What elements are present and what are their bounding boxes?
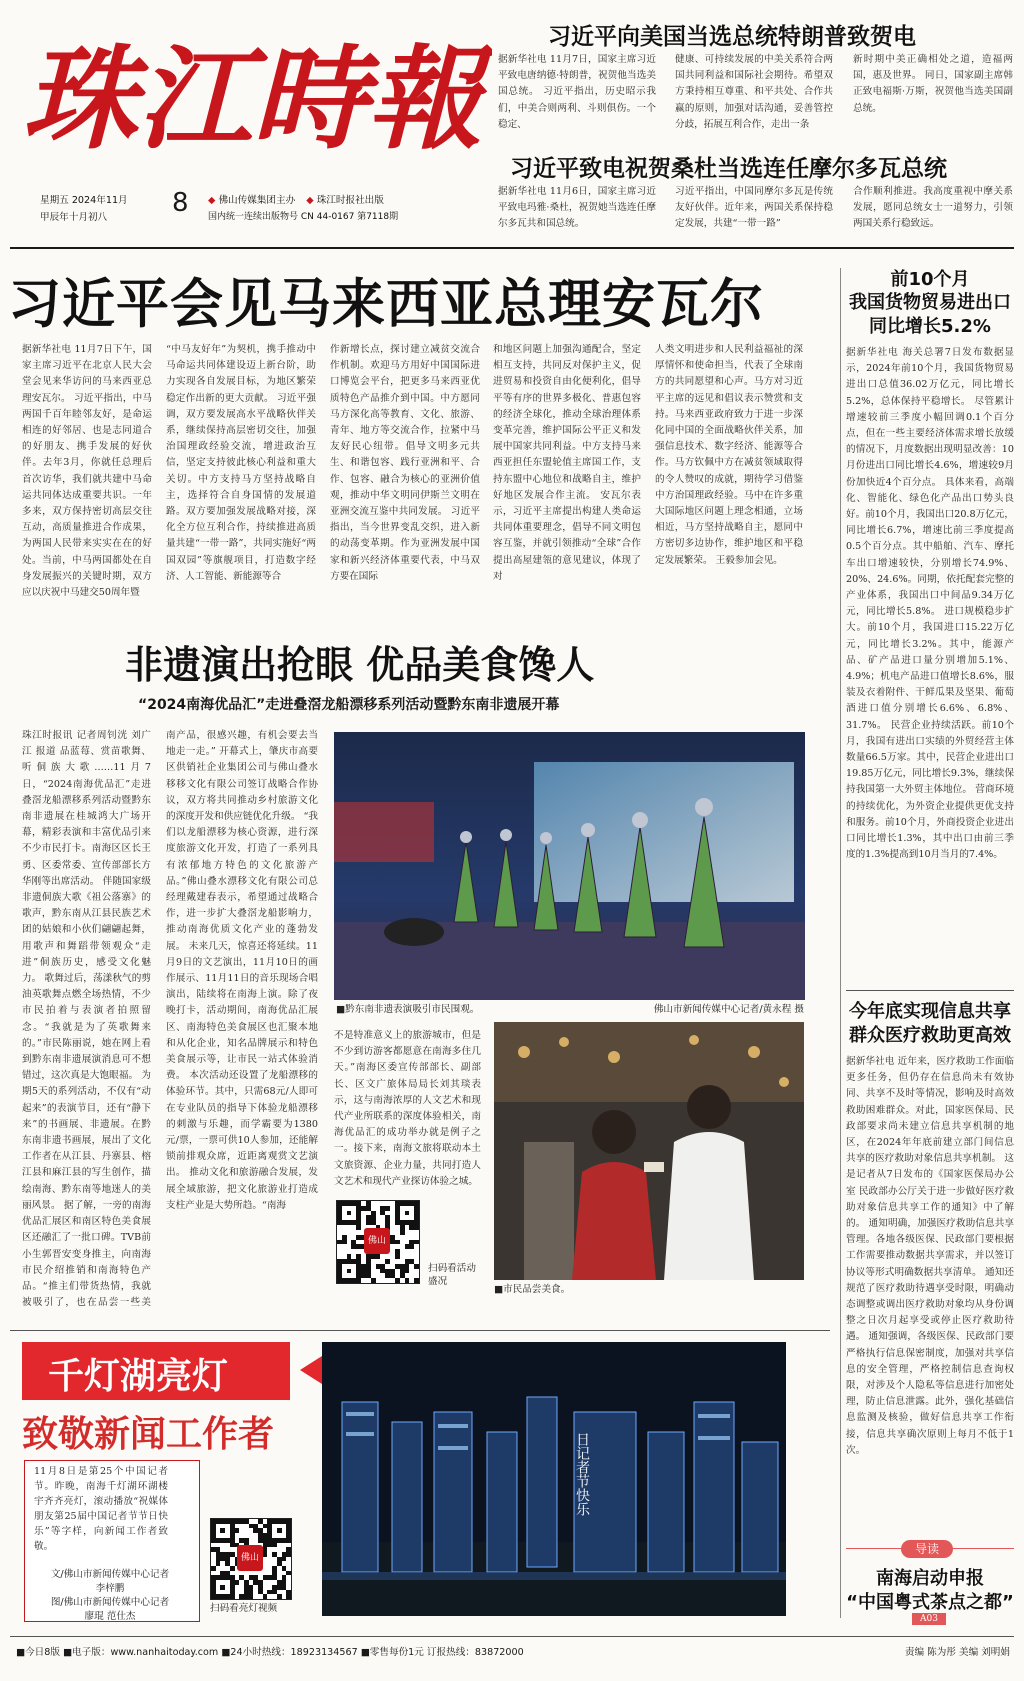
qr-module: [395, 1278, 400, 1283]
top-story1-col3: 新时期中美正确相处之道，造福两国，惠及世界。 同日，国家副主席韩正致电福斯·万斯，祝贺他当选美国副总统。: [853, 54, 1013, 114]
qr-module: [405, 1278, 410, 1283]
qr-module: [342, 1240, 347, 1245]
qr-module: [414, 1264, 419, 1269]
footer-left: ■今日8版 ■电子版：www.nanhaitoday.com ■24小时热线：18923134567 ■零售每份1元 订报热线：83872000: [16, 1647, 524, 1658]
culture-subheadline: “2024南海优品汇”走进叠滘龙船漂移系列活动暨黔东南非遗展开幕: [138, 697, 560, 713]
main-story-col2: “中马友好年”为契机，携手推动中马命运共同体建设迈上新台阶，助力实现各自发展目标，为地区繁荣稳定作出新的更大贡献。 习近平强调，双方要发展高水平战略伙伴关系，继续保持高层密切交往，加强治国理政经验交流，增进政治互信，坚定支持彼此核心利益和重大关切。中方支持马方坚持战略自主，选择符合自身国情的发展道路。双方要加强发展战略对接，深化全方位互利合作，持续推进高质量共建“一带一路”，共同实施好“两国双园”等旗舰项目，打造数字经济、人工智能、新能源等合: [166, 344, 316, 582]
photo1-caption: [336, 1003, 804, 1016]
qr-module: [286, 1571, 291, 1576]
qr-module: [272, 1543, 277, 1548]
guide-section[interactable]: [846, 1538, 1014, 1626]
sponsor2: 珠江时报社出版: [316, 195, 384, 206]
qr-module: [220, 1585, 225, 1590]
main-story-col4: 和地区问题上加强沟通配合，坚定相互支持，共同反对保护主义，促进贸易和投资自由化便利化，倡导平等有序的世界多极化、普惠包容的经济全球化，推动全球治理体系变革完善，维护国际公平正义和发展中国家共同利益。中方支持马来西亚担任东盟轮值主席国工作，支持东盟中心地位和战略自主，维护好地区发展合作主流。 安瓦尔表示，习近平主席提出构建人类命运共同体重要理念，倡导不同文明包容互鉴，并就引领推动“全球”合作提出高屋建瓴的意见建议，体现了对: [493, 344, 641, 582]
guide-label: 导读: [901, 1540, 953, 1558]
qr-module: [286, 1552, 291, 1557]
qr-module: [277, 1528, 282, 1533]
date-line: [40, 192, 190, 223]
feature-headline2: 致敬新闻工作者: [22, 1414, 275, 1455]
newspaper-logo: [22, 30, 492, 160]
feature-credits: [30, 1568, 190, 1624]
guide-title1: 南海启动申报: [876, 1568, 984, 1589]
qr-module: [376, 1254, 381, 1259]
guide-page: A03: [912, 1613, 946, 1625]
qr-module: [414, 1278, 419, 1283]
feature-credit2: 李梓鹏: [95, 1583, 125, 1594]
qr-module: [249, 1594, 254, 1599]
qr-module: [230, 1566, 235, 1571]
performance-photo-graphic: [334, 732, 805, 1000]
qr-module: [405, 1269, 410, 1274]
qr-module: [356, 1225, 361, 1230]
trade-headline3: 同比增长5.2%: [869, 316, 991, 337]
feature-credit4: 廖琨 范仕杰: [84, 1611, 136, 1622]
medical-headline1: 今年底实现信息共享: [849, 1001, 1011, 1022]
main-story-col3: 作新增长点，探讨建立减贫交流合作机制。欢迎马方用好中国国际进口博览会平台，把更多马来西亚优质特色产品推介到中国。中方愿同马方深化高等教育、文化、旅游、青年、地方等交流合作，拉紧中马友好民心纽带。倡导文明多元共生、和谐包容、践行亚洲和平、合作、包容、融合为核心的亚洲价值观，推动中华文明同伊斯兰文明在亚洲交流互鉴中共同发展。 习近平指出，当今世界变乱交织，进入新的动荡变革期。作为亚洲发展中国家和新兴经济体重要代表，中马双方要在国际: [330, 344, 480, 582]
qr-module: [371, 1278, 376, 1283]
building-led-text: 日记者节快乐: [574, 1432, 590, 1516]
qr-module: [263, 1594, 268, 1599]
qr-module: [286, 1594, 291, 1599]
food-photo: [494, 1022, 804, 1280]
issn: 国内统一连续出版物号 CN 44-0167 第7118期: [208, 212, 399, 222]
guide-title2: “中国粤式茶点之都”: [846, 1592, 1014, 1613]
sponsor1: 佛山传媒集团主办: [218, 195, 296, 206]
main-story-col5: 人类文明进步和人民利益福祉的深厚情怀和使命担当，代表了全球南方的共同愿望和心声。马方对习近平主席的远见和倡议表示赞赏和支持。马来西亚政府致力于进一步深化同中国的全面战略伙伴关系，加强信息技术、数字经济、能源等合作。马方钦佩中方在减贫领域取得的令人赞叹的成就，期待学习借鉴中方治国理政经验。马中在许多重大国际地区问题上理念相通，立场相近，马方坚持战略自主，愿同中方密切多边协作，维护地区和平稳定发展繁荣。 王毅参加会见。: [655, 344, 803, 566]
qr-module: [230, 1594, 235, 1599]
qr-module: [286, 1538, 291, 1543]
feature-qr-label: 扫码看亮灯视频: [210, 1603, 278, 1614]
trade-story: [846, 268, 1014, 969]
feature-credit1: 文/佛山市新闻传媒中心记者: [50, 1569, 170, 1580]
top-story1-col1: 据新华社电 11月7日，国家主席习近平致电唐纳德·特朗普，祝贺他当选美国总统。 习近平指出，历史昭示我们，中美合则两利、斗则俱伤。一个稳定、: [498, 54, 656, 130]
masthead: [0, 0, 1024, 240]
publisher-info: [208, 192, 448, 222]
qr-module: [263, 1552, 268, 1557]
qr-module: [347, 1211, 352, 1216]
qr-module: [356, 1278, 361, 1283]
qr-module: [220, 1528, 225, 1533]
qr-module: [235, 1580, 240, 1585]
photo2-caption: ■市民品尝美食。: [494, 1284, 571, 1295]
qr-module: [414, 1240, 419, 1245]
trade-headline1: 前10个月: [890, 269, 970, 290]
trade-body: 据新华社电 海关总署7日发布数据显示，2024年前10个月，我国货物贸易进出口总值36.02万亿元，同比增长5.2%，总体保持平稳增长。 尽管累计增速较前三季度小幅回调0.1个百分点，但在一些主要经济体需求增长放缓的情况下，月度数据出现明显改善：10月份进出口同比增长4.6%，增速较9月份加快近4个百分点。 具体来看，高端化、智能化、绿色化产品出口势头良好。前10个月，我国出口20.8万亿元，同比增长6.7%，增速比前三季度提高0.5个百分点。其中船舶、汽车、摩托车出口增速较快，分别增长74.9%、20%、24.6%。同期，依托配套完整的产业体系，我国出口中间品9.34万亿元，同比增长5.8%。 进口规模稳步扩大。前10个月，我国进口15.22万亿元，同比增长3.2%。其中，能源产品、矿产品进口量分别增加5.1%、4.9%；机电产品进口值增长8.6%，服装及衣着附件、干鲜瓜果及坚果、葡萄酒进口值分别增长6.6%、6.8%、31.7%。 民营企业持续活跃。前10个月，我国有进出口实绩的外贸经营主体数量66.5万家。其中，民营企业进出口19.85万亿元，同比增长9.3%，继续保持我国第一大外贸主体地位。 营商环境的持续优化，为外资企业提供更优支持和服务。前10个月，外商投资企业进出口同比增长1.3%，其中出口由前三季度的1.3%提高到10月当月的7.4%。: [846, 347, 1014, 861]
foshan-media-icon: ◆: [208, 195, 216, 206]
page-number: 8: [172, 188, 189, 218]
feature-qr-badge: 佛山: [237, 1545, 263, 1571]
footer-right: 责编 陈为彤 美编 刘明娟: [904, 1647, 1010, 1658]
feature-credit3: 图/佛山市新闻传媒中心记者: [50, 1597, 170, 1608]
culture-headline: 非遗演出抢眼 优品美食馋人: [125, 643, 595, 687]
photo1-caption-right: 佛山市新闻传媒中心记者/黄永程 摄: [653, 1004, 804, 1015]
qr-module: [400, 1230, 405, 1235]
feature-headline1: 千灯湖亮灯: [48, 1356, 229, 1397]
qr-module: [235, 1528, 240, 1533]
qr-module: [395, 1254, 400, 1259]
right-divider: [846, 990, 1014, 991]
right-column-divider: [840, 268, 841, 1618]
zhujiang-icon: ◆: [306, 195, 314, 206]
culture-col1: 珠江时报讯 记者周钊洸 刘广江 报道 品蓝莓、赏苗歌舞、听侗族大歌……11月7日，“2024南海优品汇”走进叠滘龙船漂移系列活动暨黔东南非遗展在桂城鸿大广场开幕，精彩表演和丰富优品引来不少市民打卡。南海区区长王勇、区委常委、宣传部部长方华刚等出席活动。 伴随国家级非遗侗族大歌《祖公落寨》的歌声，黔东南从江县民族艺术团的姑娘和小伙们翩翩起舞，用歌声和舞蹈带领观众“走进”侗族历史，感受文化魅力。 歌舞过后，荡漾秋气的剪油英歌舞点燃全场热情，不少市民拍着与表演者拍照留念。“我就是为了英歌舞来的。”市民陈丽说，她在网上看到黔东南非遗展演消息可不想错过，这次真是大饱眼福。 为期5天的系列活动，不仅有“动起来”的表演节目，还有“静下来”的书画展、非遗展。在黔东南非遗书画展，展出了文化工作者在从江县、丹寨县、榕江县和麻江县的写生创作，描绘南海、黔东南等地迷人的美丽风景。 据了解，一旁的南海优品汇展区和南区特色美食展区还融汇了一批口碑。TVB前小生郭晋安变身推主，向南海市民介绍推销和南海特色产品。“推主们带货热情，我就被吸引了，也在品尝一些美: [22, 730, 151, 1308]
feature-arrow-icon: [300, 1356, 322, 1384]
skyline-photo: [322, 1342, 786, 1616]
top-story1-headline: 习近平向美国当选总统特朗普致贺电: [548, 24, 916, 50]
qr-module: [277, 1594, 282, 1599]
culture-col2: 南产品，很感兴趣，有机会要去当地走一走。” 开幕式上，肇庆市高要区供销社企业集团公司与佛山叠水移移文化有限公司签订战略合作协议，双方将共同推动乡村旅游文化的深度开发和供应链优化升级。 “我们以龙船漂移为核心资源，进行深度旅游文化开发，打造了一系列具有浓郁地方特色的文化旅游产品。”佛山叠水漂移文化有限公司总经理戴建春表示，希望通过战略合作，进一步扩大叠滘龙船影响力，推动南海优质文化产业的蓬勃发展。 未来几天，惊喜还将延续。11月9日的文艺演出，11月10日的画作展示、11月11日的音乐现场合唱演出，陆续将在南海上演。除了夜晚打卡，活动期间，南海优品汇展区、南海特色美食展区也汇聚本地和从化企业，知名品牌展示和特色美食展示等，让市民一站式体验消费。 本次活动还设置了龙船漂移的体验环节。其中，只需68元/人即可在专业队员的指导下体验龙船漂移的刺激与乐趣，而学霸要为1380元/票，一票可供10人参加，还能解锁前排观众席，近距离观赏文艺演出。 推动文化和旅游融合发展，发展全域旅游，把文化旅游业打造成支柱产业是大势所趋。“南海: [166, 730, 318, 1211]
lunar-date: 甲辰年十月初八: [40, 212, 108, 223]
trade-headline2: 我国货物贸易进出口: [849, 292, 1011, 313]
qr-module: [409, 1244, 414, 1249]
qr-module: [385, 1206, 390, 1211]
medical-body: 据新华社电 近年来，医疗救助工作面临更多任务，但仍存在信息尚未有效协同、共享不及时等情况，影响及时高效救助困难群众。对此，国家医保局、民政部要求尚未建立信息共享机制的地区，在2024年年底前建立部门间信息共享的医疗救助对象信息共享机制。 这是记者从7日发布的《国家医保局办公室 民政部办公厅关于进一步做好医疗救助对象信息共享工作的通知》中了解的。 通知明确，加强医疗救助信息共享管理。各地各级医保、民政部门要根据工作需要推动数据共享需求，并以签订协议等形式明确数据共享清单。 通知还规范了医疗救助待遇享受时限，明确动态调整或调出医疗救助对象均从身份调整之日次月起享受或停止医疗救助待遇。 通知强调，各级医保、民政部门要严格执行信息保密制度，加强对共享信息的安全管理，严格控制信息查询权限，对涉及个人隐私等信息进行加密处理，防止信息泄露。此外，强化基础信息监测及核验，做好信息共享工作衔接，信息共享确次原则上每月不低于1次。: [846, 1056, 1014, 1456]
main-story-col1: 据新华社电 11月7日下午，国家主席习近平在北京人民大会堂会见来华访问的马来西亚总理安瓦尔。 习近平指出，中马两国千百年睦邻友好，是命运相连的好邻居、也是志同道合的好朋友、携手发展的好伙伴。去年3月，你就任总理后首次访华，我们就共建中马命运共同体达成重要共识。一年多来，双方保持密切高层交往互动，高质量推进合作成果，为两国人民带来实实在在的好处。当前，中马两国都处在自身发展振兴的关键时期，双方应以庆祝中马建交50周年暨: [22, 344, 152, 599]
food-photo-graphic: [494, 1022, 804, 1280]
logo-text: 珠江時報: [22, 34, 492, 160]
top-story2-col1: 据新华社电 11月6日，国家主席习近平致电玛雅·桑杜，祝贺她当选连任摩尔多瓦共和国总统。: [498, 186, 656, 230]
qr-module: [211, 1566, 216, 1571]
skyline-photo-graphic: [322, 1342, 786, 1616]
footer-divider: [10, 1636, 1014, 1637]
feature-body: 11月8日是第25个中国记者节。昨晚，南海千灯湖环湖楼宇齐齐亮灯，滚动播放“祝媒体朋友第25届中国记者节节日快乐”等字样，向新闻工作者致敬。: [34, 1466, 168, 1552]
culture-col3: 不是特准意义上的旅游城市，但是不少到访游客都愿意在南海多住几天。”南海区委宣传部部长、副部长、区文广旅体局局长刘其琰表示，这与南海浓厚的人文艺术和现代产业所联系的深度体验相关，南海优品汇的成功举办就是例子之一。接下来，南海文旅将联动本土文旅资源、企业力量，共同打造人文艺术和现代产业探访体验之城。: [334, 1030, 481, 1187]
weekday-date: 星期五 2024年11月: [40, 195, 128, 206]
performance-photo: [334, 732, 805, 1000]
qr-module: [347, 1269, 352, 1274]
top-story2-col3: 合作顺利推进。我高度重视中摩关系发展，愿同总统女士一道努力，引领两国关系行稳致远。: [853, 186, 1013, 230]
top-story1-col2: 健康、可持续发展的中美关系符合两国共同利益和国际社会期待。希望双方秉持相互尊重、和平共处、合作共赢的原则，加强对话沟通，妥善管控分歧，拓展互利合作，走出一条: [675, 54, 833, 130]
culture-qr-badge: 佛山: [364, 1228, 390, 1254]
feature-divider: [10, 1330, 830, 1331]
culture-qr-label: 扫码看活动盛况: [428, 1263, 476, 1287]
qr-module: [216, 1561, 221, 1566]
medical-story: [846, 1000, 1014, 1500]
qr-module: [282, 1557, 287, 1562]
photo1-caption-left: ■黔东南非遗表演吸引市民围观。: [336, 1004, 480, 1015]
qr-module: [414, 1225, 419, 1230]
main-story-headline: 习近平会见马来西亚总理安瓦尔: [8, 274, 764, 335]
medical-headline2: 群众医疗救助更高效: [849, 1025, 1011, 1046]
masthead-divider: [10, 247, 1014, 249]
top-story2-headline: 习近平致电祝贺桑杜当选连任摩尔多瓦总统: [510, 156, 947, 182]
qr-module: [405, 1211, 410, 1216]
top-story2-col2: 习近平指出，中国同摩尔多瓦是传统友好伙伴。近年来，两国关系保持稳定发展，共建“一带一路”: [675, 186, 833, 230]
logo-graphic: [22, 30, 492, 160]
qr-module: [395, 1240, 400, 1245]
qr-module: [385, 1259, 390, 1264]
